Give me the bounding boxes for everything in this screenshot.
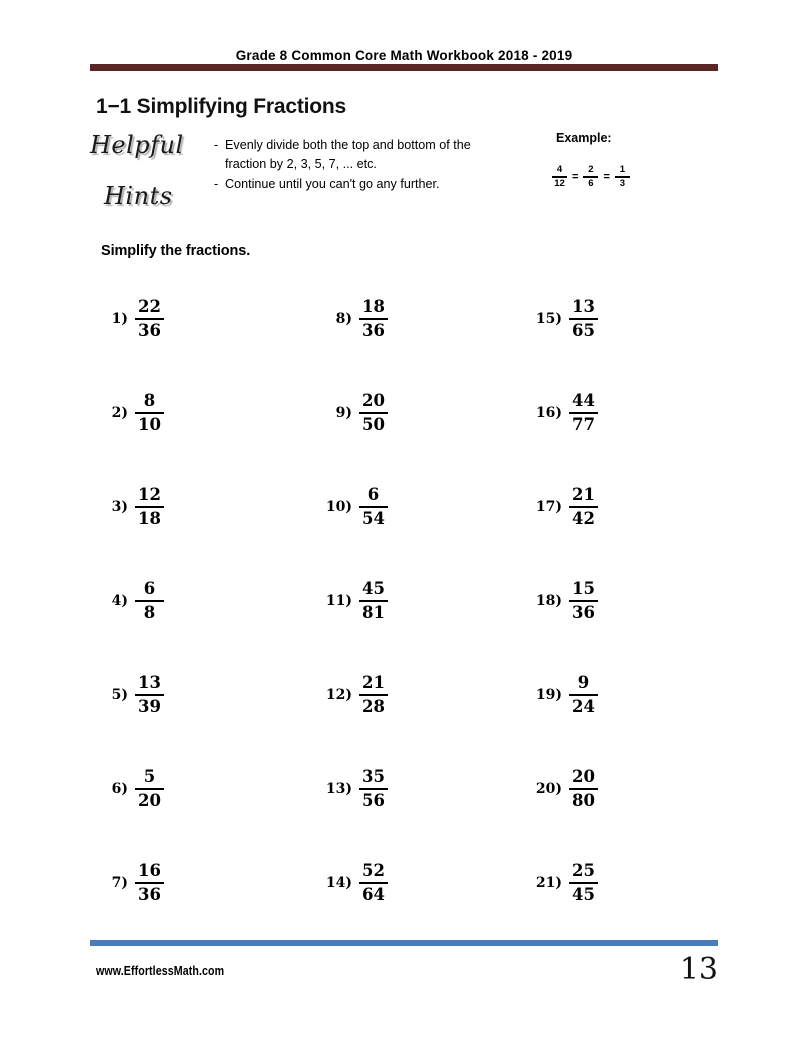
fraction-bar [569, 882, 598, 884]
problem-number: 5) [111, 687, 128, 703]
fraction-bar [569, 506, 598, 508]
problem-number: 15) [535, 311, 562, 327]
problem-fraction [359, 862, 388, 905]
fraction-numerator: 5 [143, 766, 156, 786]
problem-fraction [569, 486, 598, 529]
problem-item [322, 648, 388, 742]
problem-number: 20) [535, 781, 562, 797]
fraction-denominator: 77 [572, 415, 595, 434]
example-fraction [552, 165, 567, 189]
fraction-denominator: 80 [572, 791, 595, 810]
fraction-denominator: 45 [572, 885, 595, 904]
problem-item [532, 836, 598, 930]
fraction-denominator: 36 [138, 321, 161, 340]
example-label: Example: [556, 131, 612, 145]
problem-fraction [359, 580, 388, 623]
fraction-bar [135, 788, 164, 790]
hint-item [214, 175, 514, 194]
problem-fraction [359, 768, 388, 811]
problem-number: 16) [535, 405, 562, 421]
problem-item [98, 554, 164, 648]
problem-item [98, 460, 164, 554]
problem-number: 11) [325, 593, 352, 609]
fraction-denominator: 12 [554, 177, 565, 189]
fraction-denominator: 50 [362, 415, 385, 434]
fraction-bar [359, 318, 388, 320]
fraction-denominator: 18 [138, 509, 161, 528]
fraction-bar [135, 600, 164, 602]
fraction-numerator: 2 [588, 164, 594, 175]
problem-number: 8) [335, 311, 352, 327]
problem-fraction [135, 392, 164, 435]
fraction-numerator: 22 [138, 296, 161, 316]
footer-divider-rule [90, 940, 718, 946]
fraction-denominator: 10 [138, 415, 161, 434]
fraction-bar [359, 412, 388, 414]
problem-number: 9) [335, 405, 352, 421]
fraction-bar [359, 882, 388, 884]
problem-fraction [135, 768, 164, 811]
fraction-denominator: 42 [572, 509, 595, 528]
fraction-denominator: 24 [572, 697, 595, 716]
hint-text: Evenly divide both the top and bottom of the fraction by 2, 3, 5, 7, ... etc. [225, 138, 471, 171]
fraction-bar [359, 600, 388, 602]
problem-item [322, 742, 388, 836]
fraction-numerator: 8 [143, 390, 156, 410]
problems-column-1 [98, 272, 164, 930]
fraction-numerator: 6 [367, 484, 380, 504]
problem-fraction [569, 580, 598, 623]
problem-item [322, 460, 388, 554]
problem-number: 3) [111, 499, 128, 515]
problem-number: 17) [535, 499, 562, 515]
fraction-bar [569, 318, 598, 320]
fraction-denominator: 6 [588, 177, 594, 189]
problem-fraction [569, 862, 598, 905]
problem-item [532, 554, 598, 648]
problem-number: 10) [325, 499, 352, 515]
hint-dash-icon: - [214, 138, 219, 152]
fraction-bar [359, 788, 388, 790]
problem-number: 13) [325, 781, 352, 797]
problem-number: 4) [111, 593, 128, 609]
problem-item [98, 272, 164, 366]
fraction-denominator: 8 [143, 603, 156, 622]
problem-number: 1) [111, 311, 128, 327]
hints-list [214, 136, 514, 195]
example-equation [552, 165, 630, 189]
fraction-numerator: 35 [362, 766, 385, 786]
fraction-numerator: 6 [143, 578, 156, 598]
helpful-hints-word-hints: Hints [104, 182, 173, 210]
problem-fraction [135, 674, 164, 717]
fraction-bar [569, 694, 598, 696]
fraction-bar [135, 412, 164, 414]
problem-fraction [135, 298, 164, 341]
page-title: 1−1 Simplifying Fractions [96, 95, 346, 118]
problem-fraction [359, 486, 388, 529]
footer-website: www.EffortlessMath.com [96, 963, 225, 978]
fraction-numerator: 4 [556, 164, 563, 175]
problem-fraction [569, 768, 598, 811]
fraction-bar [359, 506, 388, 508]
fraction-numerator: 21 [362, 672, 385, 692]
fraction-bar [135, 506, 164, 508]
fraction-denominator: 3 [619, 177, 626, 189]
fraction-denominator: 54 [362, 509, 385, 528]
header-divider-rule [90, 64, 718, 71]
problem-item [98, 742, 164, 836]
fraction-numerator: 45 [362, 578, 385, 598]
problem-item [322, 836, 388, 930]
problem-fraction [359, 674, 388, 717]
fraction-bar [135, 882, 164, 884]
fraction-numerator: 52 [362, 860, 385, 880]
example-fraction [615, 165, 630, 189]
fraction-denominator: 56 [362, 791, 385, 810]
equals-sign: = [572, 170, 579, 183]
problem-item [98, 366, 164, 460]
fraction-bar [135, 694, 164, 696]
problem-number: 14) [325, 875, 352, 891]
hint-text: Continue until you can't go any further. [225, 177, 440, 191]
fraction-numerator: 13 [138, 672, 161, 692]
problem-number: 6) [111, 781, 128, 797]
fraction-denominator: 39 [138, 697, 161, 716]
problem-number: 12) [325, 687, 352, 703]
fraction-numerator: 25 [572, 860, 595, 880]
problem-number: 19) [535, 687, 562, 703]
fraction-numerator: 44 [572, 390, 595, 410]
problem-item [322, 554, 388, 648]
workbook-header-title: Grade 8 Common Core Math Workbook 2018 - 2019 [235, 48, 573, 63]
problem-fraction [135, 580, 164, 623]
hint-item [214, 136, 514, 174]
fraction-denominator: 36 [138, 885, 161, 904]
fraction-numerator: 12 [138, 484, 161, 504]
problem-item [532, 460, 598, 554]
fraction-numerator: 16 [138, 860, 161, 880]
fraction-bar [359, 694, 388, 696]
problem-item [322, 366, 388, 460]
fraction-bar [569, 788, 598, 790]
problem-item [532, 366, 598, 460]
problem-fraction [569, 298, 598, 341]
fraction-denominator: 36 [362, 321, 385, 340]
fraction-numerator: 15 [572, 578, 595, 598]
problem-item [98, 648, 164, 742]
fraction-bar [569, 600, 598, 602]
fraction-numerator: 1 [619, 164, 626, 175]
problems-column-2 [322, 272, 388, 930]
problem-fraction [359, 392, 388, 435]
problem-fraction [569, 674, 598, 717]
equals-sign: = [603, 170, 610, 183]
fraction-denominator: 36 [572, 603, 595, 622]
page-number: 13 [679, 952, 718, 987]
fraction-numerator: 20 [572, 766, 595, 786]
problem-item [322, 272, 388, 366]
exercise-instruction: Simplify the fractions. [101, 243, 251, 259]
fraction-numerator: 18 [362, 296, 385, 316]
problem-fraction [135, 862, 164, 905]
helpful-hints-word-helpful: Helpful [90, 131, 184, 159]
problem-number: 21) [535, 875, 562, 891]
fraction-denominator: 81 [362, 603, 385, 622]
problem-item [532, 648, 598, 742]
fraction-denominator: 64 [362, 885, 385, 904]
hint-dash-icon: - [214, 177, 219, 191]
problem-number: 18) [535, 593, 562, 609]
fraction-numerator: 9 [577, 672, 590, 692]
problem-fraction [569, 392, 598, 435]
fraction-bar [135, 318, 164, 320]
problem-item [532, 742, 598, 836]
fraction-numerator: 21 [572, 484, 595, 504]
problem-number: 7) [111, 875, 128, 891]
problem-item [532, 272, 598, 366]
problem-number: 2) [111, 405, 128, 421]
problem-fraction [135, 486, 164, 529]
fraction-denominator: 65 [572, 321, 595, 340]
problem-item [98, 836, 164, 930]
fraction-bar [569, 412, 598, 414]
fraction-numerator: 20 [362, 390, 385, 410]
fraction-denominator: 20 [138, 791, 161, 810]
problem-fraction [359, 298, 388, 341]
fraction-numerator: 13 [572, 296, 595, 316]
fraction-denominator: 28 [362, 697, 385, 716]
example-fraction [583, 165, 598, 189]
problems-column-3 [532, 272, 598, 930]
